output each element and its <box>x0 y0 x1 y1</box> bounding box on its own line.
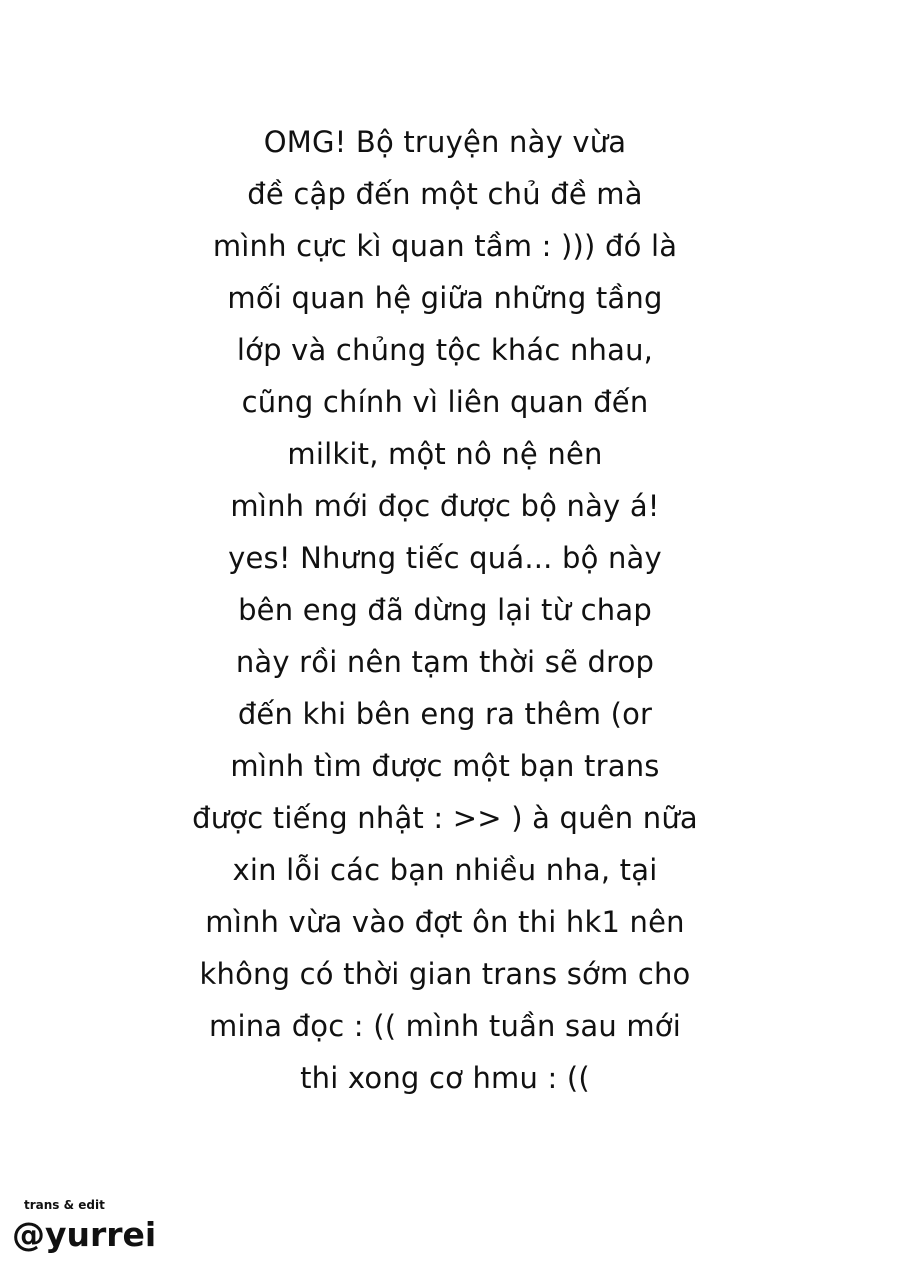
note-line: mình cực kì quan tầm : ))) đó là <box>212 229 678 263</box>
note-line: mina đọc : (( mình tuần sau mới <box>209 1009 681 1043</box>
note-line: này rồi nên tạm thời sẽ drop <box>235 645 655 679</box>
note-line: milkit, một nô nệ nên <box>287 437 603 471</box>
note-line: không có thời gian trans sớm cho <box>199 957 691 991</box>
note-line: đến khi bên eng ra thêm (or <box>237 697 653 731</box>
note-line: bên eng đã dừng lại từ chap <box>238 593 652 627</box>
note-line: mình tìm được một bạn trans <box>230 749 660 783</box>
note-line: đề cập đến một chủ đề mà <box>247 177 643 211</box>
note-line: mối quan hệ giữa những tầng <box>227 281 663 315</box>
note-line: yes! Nhưng tiếc quá... bộ này <box>228 541 662 575</box>
note-line: thi xong cơ hmu : (( <box>300 1061 590 1095</box>
note-line: mình vừa vào đợt ôn thi hk1 nên <box>205 905 685 939</box>
note-line: cũng chính vì liên quan đến <box>241 385 649 419</box>
note-line: OMG! Bộ truyện này vừa <box>263 125 627 159</box>
note-line: được tiếng nhật : >> ) à quên nữa <box>192 801 698 835</box>
note-line: xin lỗi các bạn nhiều nha, tại <box>232 853 658 887</box>
credit-handle: @yurrei <box>12 1215 157 1254</box>
translator-note <box>0 116 900 1104</box>
note-line: lớp và chủng tộc khác nhau, <box>236 333 654 367</box>
note-line: mình mới đọc được bộ này á! <box>230 489 660 523</box>
credit-label: trans & edit <box>24 1198 105 1212</box>
